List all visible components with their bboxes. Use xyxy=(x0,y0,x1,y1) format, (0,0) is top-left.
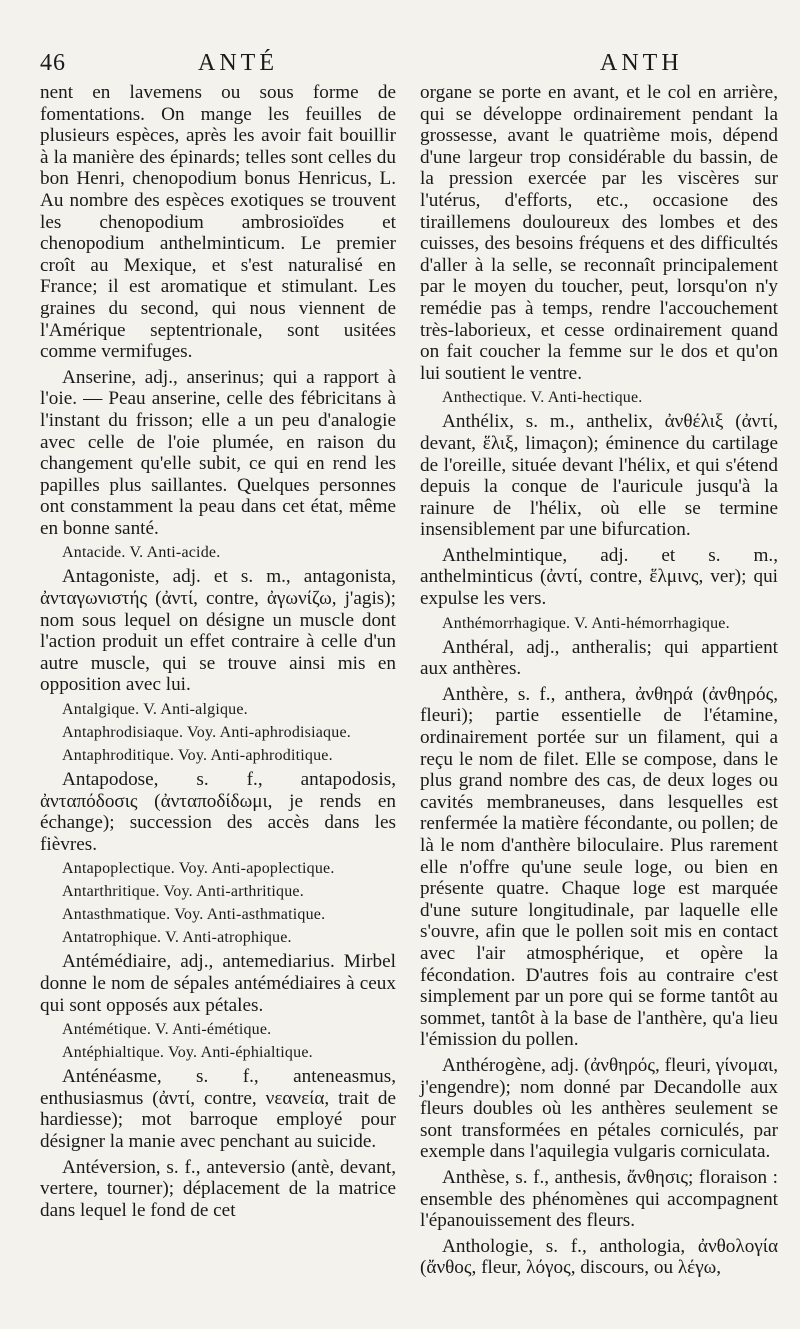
entry-antasthmatique: Antasthmatique. Voy. Anti-asthmatique. xyxy=(62,906,326,924)
right-column xyxy=(420,82,778,1283)
entry-anthere: Anthère, s. f., anthera, ἀνθηρά (ἀνθηρός, fleuri); partie essentielle de l'étamine, ordinairement portée sur un filament, qui a reçu le nom de filet. Elle se compose, dans le plus grand nombre des cas, de deux loges ou cavités membraneuses, dans lesquelles est renfermée la matière fécondante, ou pollen; de là le nom d'anthère biloculaire. Plus rarement elle n'offre qu'une seule loge, ou bien en présente quatre. Chaque loge est marquée d'une suture longitudinale, par laquelle elle s'ouvre, afin que le pollen soit mis en contact avec l'air atmosphérique, et opère la fécondation. D'autres fois au contraire c'est simplement par un pore qui se forme tantôt au sommet, tantôt à la base de l'anthère, qu'a lieu l'émission du pollen. xyxy=(420,683,778,1051)
entry-antapodose: Antapodose, s. f., antapodosis, ἀνταπόδοσις (ἀνταποδίδωμι, je rends en échange); succession des accès dans les fièvres. xyxy=(40,769,396,855)
right-running-head: ANTH xyxy=(600,50,683,76)
entry-anteneasme: Anténéasme, s. f., anteneasmus, enthusiasmus (ἀντί, contre, νεανεία, trait de hardiesse); mot barroque employé pour désigner la manie avec penchant au suicide. xyxy=(40,1066,396,1152)
left-running-head: ANTÉ xyxy=(198,50,278,76)
entry-anthologie: Anthologie, s. f., anthologia, ἀνθολογία (ἄνθος, fleur, λόγος, discours, ou λέγω, xyxy=(420,1235,778,1279)
entry-antemetique: Antémétique. V. Anti-émétique. xyxy=(62,1021,272,1039)
entry-anthelix: Anthélix, s. m., anthelix, ἀνθέλιξ (ἀντί, devant, ἕλιξ, limaçon); éminence du cartilage de l'oreille, située devant l'hélix, et qui s'étend depuis la conque de l'auricule jusqu'à la rainure de l'hélix, où elle se termine insensiblement par une bifurcation. xyxy=(420,411,778,541)
entry-antheral: Anthéral, adj., antheralis; qui appartient aux anthères. xyxy=(420,636,778,680)
entry-antatrophique: Antatrophique. V. Anti-atrophique. xyxy=(62,929,292,947)
entry-antagoniste: Antagoniste, adj. et s. m., antagonista, ἀνταγωνιστής (ἀντί, contre, ἀγωνίζω, j'agis); nom sous lequel on désigne un muscle dont l'action produit un effet contraire à celle d'un autre muscle, qui se trouve ainsi mis en opposition avec lui. xyxy=(40,566,396,696)
entry-antaphroditique: Antaphroditique. Voy. Anti-aphroditique. xyxy=(62,747,333,765)
entry-antaphrodisiaque: Antaphrodisiaque. Voy. Anti-aphrodisiaque. xyxy=(62,724,351,742)
entry-anserine: Anserine, adj., anserinus; qui a rapport à l'oie. — Peau anserine, celle des fébricitans à l'instant du frisson; elle a un peu d'analogie avec celle de l'oie plumée, en raison du changement qu'elle subit, ce qui en rend les papilles plus saillantes. Quelques personnes ont constamment la peau dans cet état, même en bonne santé. xyxy=(40,366,396,539)
entry-anthelmintique: Anthelmintique, adj. et s. m., anthelminticus (ἀντί, contre, ἕλμινς, ver); qui expulse les vers. xyxy=(420,544,778,610)
entry-continuation: nent en lavemens ou sous forme de fomentations. On mange les feuilles de plusieurs espèces, après les avoir fait bouillir à la manière des épinards; telles sont celles du bon Henri, chenopodium bonus Henricus, L. Au nombre des espèces exotiques se trouvent les chenopodium ambrosioïdes et chenopodium anthelminticum. Le premier croît au Mexique, et s'est naturalisé en France; il est aromatique et stimulant. Les graines du second, qui nous viennent de l'Amérique septentrionale, sont usitées comme vermifuges. xyxy=(40,82,396,363)
left-column xyxy=(40,82,396,1225)
entry-antalgique: Antalgique. V. Anti-algique. xyxy=(62,701,248,719)
entry-antapoplectique: Antapoplectique. Voy. Anti-apoplectique. xyxy=(62,860,335,878)
page-header xyxy=(40,50,778,80)
page-number: 46 xyxy=(40,50,66,76)
entry-anthese: Anthèse, s. f., anthesis, ἄνθησις; floraison : ensemble des phénomènes qui accompagnent l'épanouissement des fleurs. xyxy=(420,1166,778,1232)
entry-anteversion: Antéversion, s. f., anteversio (antè, devant, vertere, tourner); déplacement de la matrice dans lequel le fond de cet xyxy=(40,1156,396,1221)
entry-antemediaire: Antémédiaire, adj., antemediarius. Mirbel donne le nom de sépales antémédiaires à ceux qui sont opposés aux pétales. xyxy=(40,951,396,1016)
entry-antacide: Antacide. V. Anti-acide. xyxy=(62,544,221,562)
entry-antherogene: Anthérogène, adj. (ἀνθηρός, fleuri, γίνομαι, j'engendre); nom donné par Decandolle aux fleurs doubles où les anthères seulement se sont transformées en pétales corniculés, par exemple dans l'aquilegia vulgaris corniculata. xyxy=(420,1054,778,1163)
entry-antephialtique: Antéphialtique. Voy. Anti-éphialtique. xyxy=(62,1044,313,1062)
entry-anthectique: Anthectique. V. Anti-hectique. xyxy=(442,389,643,407)
entry-anthemorrhagique: Anthémorrhagique. V. Anti-hémorrhagique. xyxy=(442,614,730,632)
entry-anteversion-continued: organe se porte en avant, et le col en arrière, qui se développe ordinairement pendant la grossesse, avant le quatrième mois, dépend d'une largeur trop considérable du bassin, de la pression exercée par les viscères sur l'utérus, d'efforts, etc., occasione des tiraillemens douloureux des lombes et des cuisses, des besoins fréquens et des difficultés d'aller à la selle, se reconnaît principalement par le moyen du toucher, peut, lorsqu'on n'y remédie pas à temps, rendre l'accouchement très-laborieux, et cesse ordinairement quand on fait coucher la femme sur le dos et qu'on lui soutient le ventre. xyxy=(420,82,778,384)
entry-antarthritique: Antarthritique. Voy. Anti-arthritique. xyxy=(62,883,304,901)
